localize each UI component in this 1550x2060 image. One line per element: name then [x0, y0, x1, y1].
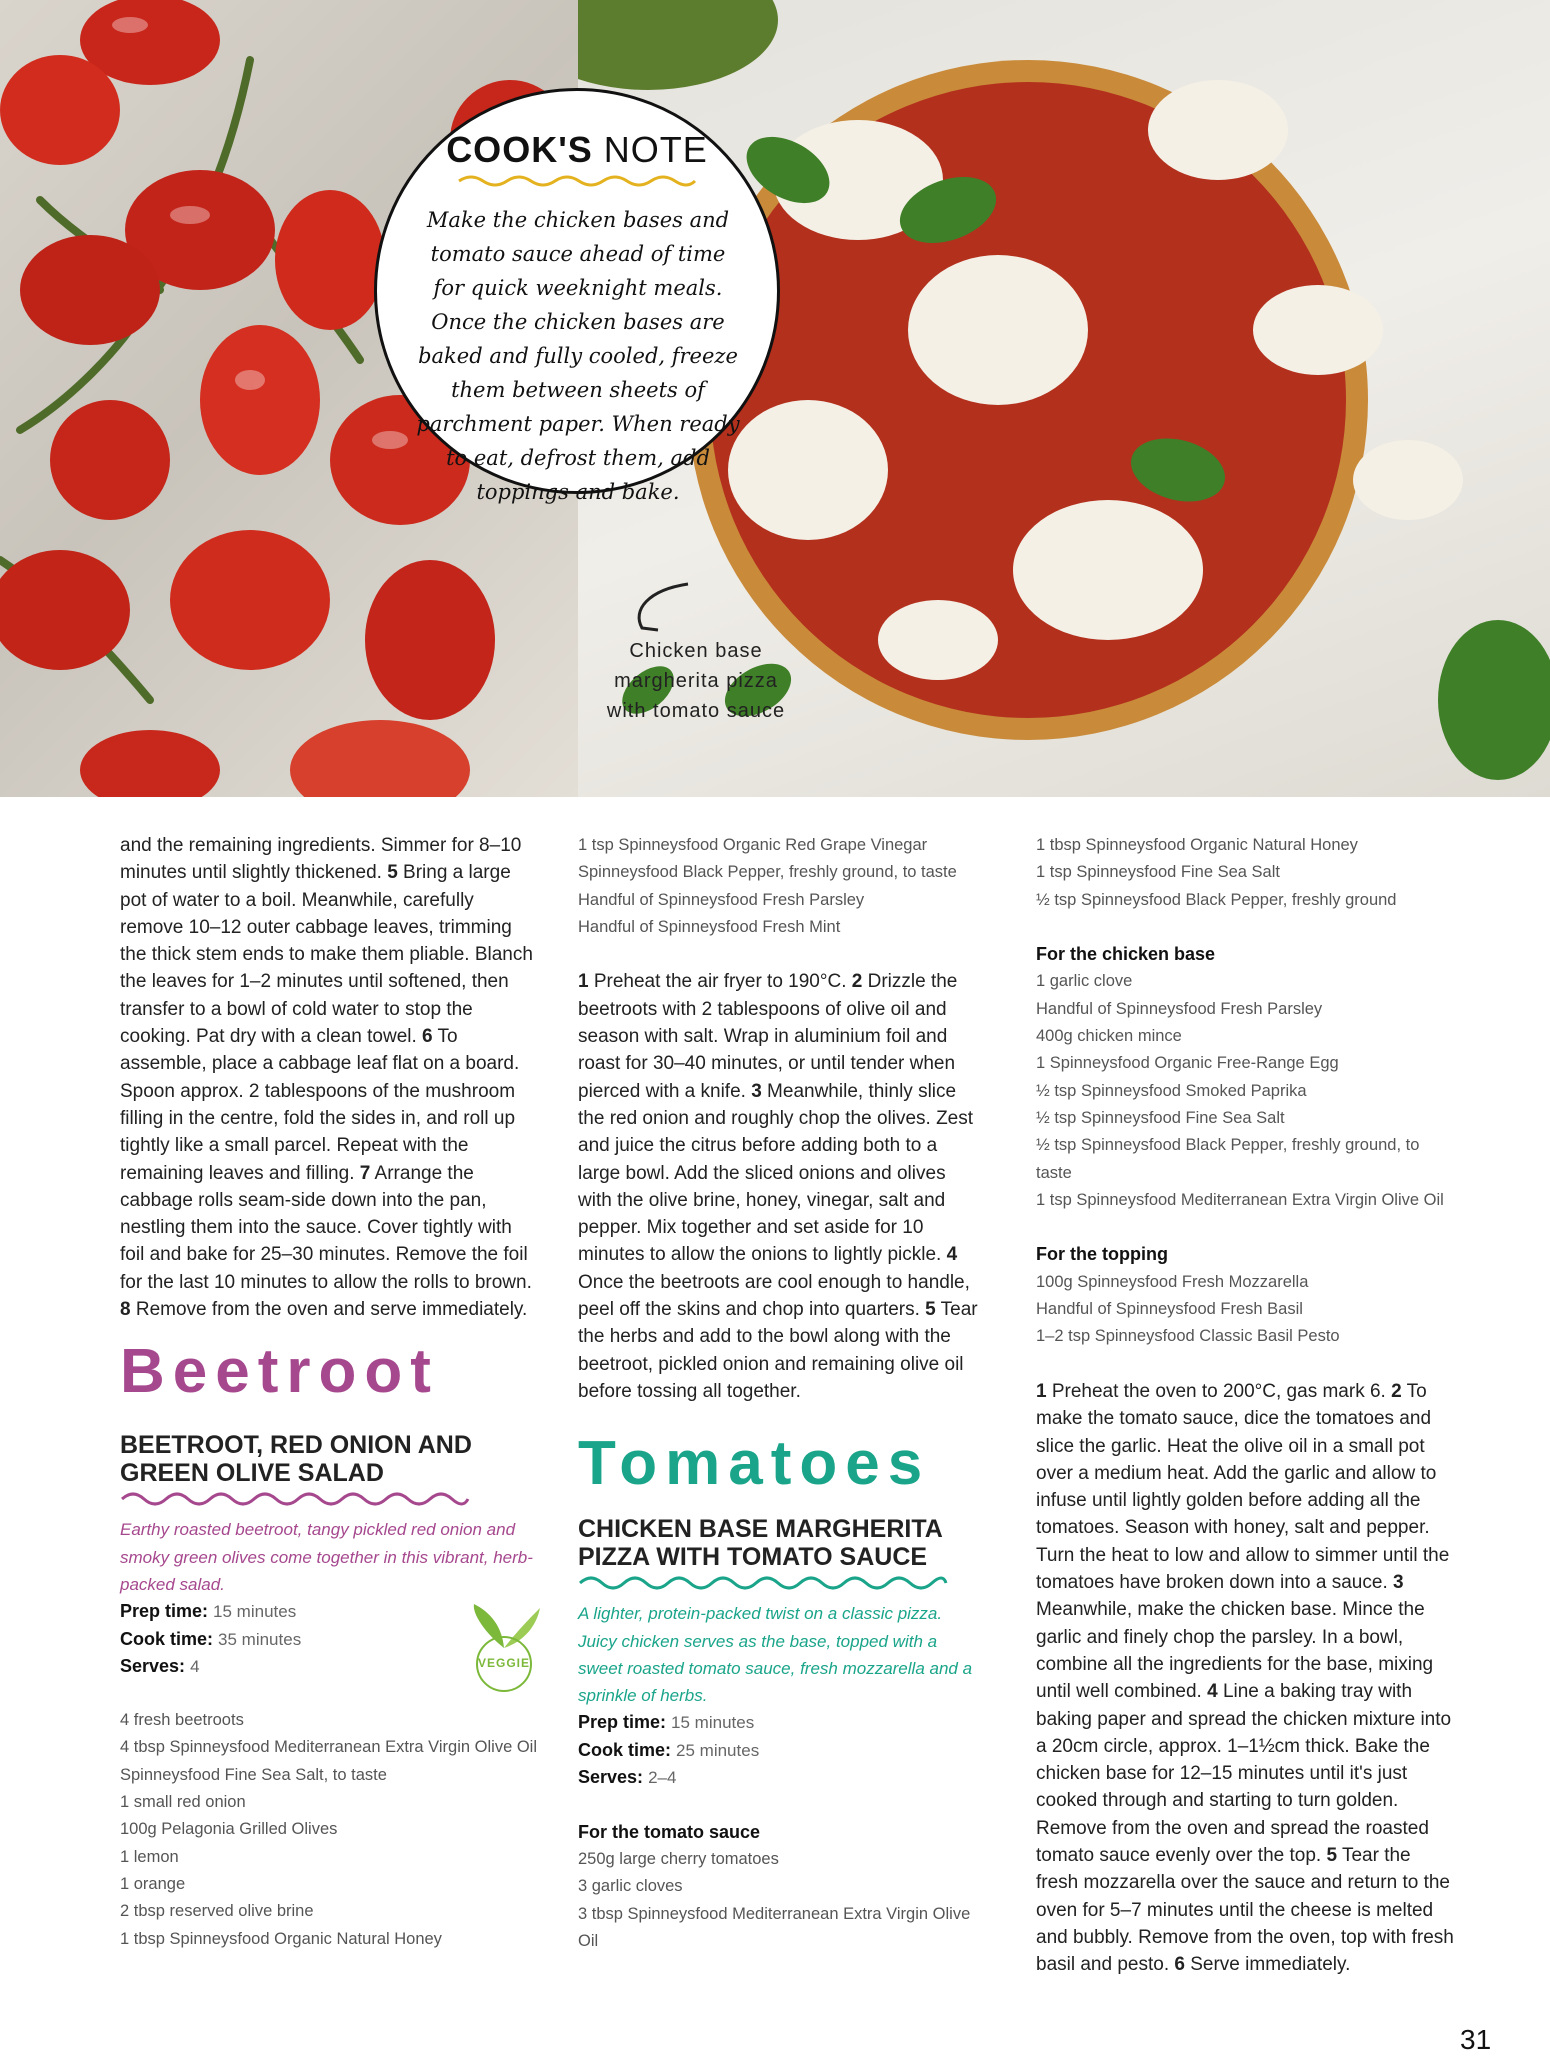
serves	[578, 1764, 978, 1791]
serves-label: Serves:	[578, 1767, 644, 1788]
caption-line: Chicken base	[629, 640, 763, 662]
column-1	[120, 832, 540, 1953]
ingredient-item: Handful of Spinneysfood Fresh Parsley	[1036, 999, 1323, 1018]
serves-label: Serves:	[120, 1655, 186, 1676]
hero-photo	[0, 0, 1550, 797]
squiggle-divider-icon	[120, 1487, 470, 1511]
ingredient-item: 1 tbsp Spinneysfood Organic Natural Honey	[120, 1929, 442, 1948]
ingredient-item: 100g Pelagonia Grilled Olives	[120, 1820, 338, 1839]
prep-time	[578, 1709, 978, 1736]
recipe-intro: Earthy roasted beetroot, tangy pickled red onion and smoky green olives come together in this vibrant, herb-packed salad.	[120, 1520, 533, 1594]
recipe-title-line: CHICKEN BASE MARGHERITA	[578, 1515, 943, 1544]
topping-ingredients	[1036, 1269, 1456, 1351]
ingredients-list-continued	[578, 832, 978, 941]
serves-value: 2–4	[648, 1768, 677, 1788]
step-number: 1	[578, 971, 589, 993]
ingredient-item: Handful of Spinneysfood Fresh Basil	[1036, 1300, 1303, 1319]
serves-value: 4	[190, 1656, 200, 1676]
continued-method	[120, 832, 540, 1323]
curved-arrow-icon	[628, 580, 698, 640]
ingredient-item: 1 tsp Spinneysfood Organic Red Grape Vinegar	[578, 836, 928, 854]
step-number: 7	[359, 1162, 371, 1184]
cook-value: 35 minutes	[218, 1629, 302, 1649]
base-heading: For the chicken base	[1036, 944, 1216, 965]
ingredient-item: 1 tsp Spinneysfood Mediterranean Extra Virgin Olive Oil	[1036, 1190, 1444, 1209]
ingredient-item: 100g Spinneysfood Fresh Mozzarella	[1036, 1272, 1309, 1291]
prep-value: 15 minutes	[671, 1713, 755, 1733]
ingredient-item: 1 Spinneysfood Organic Free-Range Egg	[1036, 1054, 1339, 1073]
cooks-note-title-rest: NOTE	[603, 129, 708, 170]
ingredient-item: Handful of Spinneysfood Fresh Parsley	[578, 890, 865, 909]
ingredient-item: 1 garlic clove	[1036, 972, 1133, 991]
section-title-beetroot: Beetroot	[120, 1337, 439, 1407]
step-text: Meanwhile, thinly slice the red onion and roughly chop the olives. Zest and juice the citrus before adding both to a large bowl. Add the sliced onions and olives with the olive brine, honey, vinegar, salt and pepper. Mix together and set aside for 10 minutes to allow the onions to lightly pickle.	[578, 1080, 974, 1266]
sauce-ingredients-continued	[1036, 832, 1456, 914]
cooks-note-title-bold: COOK'S	[446, 129, 593, 170]
sauce-ingredients	[578, 1846, 978, 1955]
ingredient-item: 1 small red onion	[120, 1793, 246, 1812]
ingredient-item: 400g chicken mince	[1036, 1027, 1182, 1046]
ingredient-item: 1–2 tsp Spinneysfood Classic Basil Pesto	[1036, 1327, 1340, 1346]
step-number: 4	[946, 1244, 958, 1266]
ingredient-item: Handful of Spinneysfood Fresh Mint	[578, 917, 841, 936]
squiggle-divider-icon	[457, 173, 697, 189]
page-number: 31	[1460, 2024, 1492, 2055]
ingredient-item: 1 tbsp Spinneysfood Organic Natural Honey	[1036, 836, 1358, 854]
step-number: 3	[751, 1080, 762, 1102]
caption-line: with tomato sauce	[606, 700, 786, 722]
cooks-note-title	[377, 129, 777, 171]
step-number: 6	[1174, 1954, 1185, 1976]
ingredient-item: 250g large cherry tomatoes	[578, 1849, 779, 1868]
step-number: 5	[925, 1299, 936, 1321]
cook-label: Cook time:	[578, 1739, 672, 1760]
column-3	[1036, 832, 1456, 1978]
step-number: 2	[1391, 1380, 1402, 1402]
ingredient-item: 3 tbsp Spinneysfood Mediterranean Extra Virgin Olive Oil	[578, 1904, 971, 1950]
ingredient-item: Spinneysfood Black Pepper, freshly ground, to taste	[578, 863, 957, 882]
ingredient-item: 1 lemon	[120, 1847, 179, 1866]
step-number: 6	[422, 1026, 433, 1048]
ingredient-item: 4 tbsp Spinneysfood Mediterranean Extra Virgin Olive Oil	[120, 1738, 537, 1757]
cook-label: Cook time:	[120, 1628, 214, 1649]
column-2	[578, 832, 978, 1955]
recipe-intro: A lighter, protein-packed twist on a classic pizza. Juicy chicken serves as the base, topped with a sweet roasted tomato sauce, fresh mozzarella and a sprinkle of herbs.	[578, 1604, 973, 1706]
sauce-heading: For the tomato sauce	[578, 1821, 761, 1842]
base-ingredients	[1036, 968, 1456, 1214]
cooks-note	[374, 88, 780, 504]
squiggle-divider-icon	[578, 1571, 948, 1595]
recipe-title-line: BEETROOT, RED ONION AND	[120, 1431, 472, 1460]
step-number: 8	[120, 1299, 131, 1321]
prep-label: Prep time:	[578, 1712, 667, 1733]
ingredient-item: 2 tbsp reserved olive brine	[120, 1902, 314, 1921]
ingredient-item: ½ tsp Spinneysfood Black Pepper, freshly ground	[1036, 890, 1397, 909]
step-text: Drizzle the beetroots with 2 tablespoons of olive oil and season with salt. Wrap in aluminium foil and roast for 30–40 minutes, or until tender when pierced with a knife.	[578, 971, 958, 1102]
ingredients-list	[120, 1707, 540, 1953]
method	[1036, 1378, 1456, 1979]
prep-value: 15 minutes	[213, 1602, 297, 1622]
ingredient-item: 3 garlic cloves	[578, 1877, 683, 1896]
recipe-title	[578, 1515, 978, 1571]
step-number: 3	[1393, 1572, 1404, 1594]
step-text: Remove from the oven and serve immediately.	[130, 1299, 528, 1321]
step-text: Tear the herbs and add to the bowl along with the beetroot, pickled onion and remaining olive oil before tossing all together.	[578, 1299, 978, 1402]
method	[578, 968, 978, 1405]
cook-time	[578, 1737, 978, 1764]
step-text: Once the beetroots are cool enough to handle, peel off the skins and chop into quarters.	[578, 1271, 970, 1321]
step-number: 1	[1036, 1380, 1047, 1402]
step-number: 2	[851, 971, 863, 993]
recipe-title-line: PIZZA WITH TOMATO SAUCE	[578, 1543, 928, 1572]
step-text: Bring a large pot of water to a boil. Meanwhile, carefully remove 10–12 outer cabbage leaves, trimming the thick stem ends to make them pliable. Blanch the leaves for 1–2 minutes until softened, then transfer to a bowl of cold water to stop the cooking. Pat dry with a clean towel.	[120, 862, 533, 1048]
veggie-label: VEGGIE	[477, 1656, 530, 1670]
recipe-title-line: GREEN OLIVE SALAD	[120, 1459, 384, 1488]
ingredient-item: Spinneysfood Fine Sea Salt, to taste	[120, 1765, 387, 1784]
caption-line: margherita pizza	[614, 670, 778, 692]
ingredient-item: ½ tsp Spinneysfood Black Pepper, freshly ground, to taste	[1036, 1136, 1420, 1182]
prep-label: Prep time:	[120, 1601, 209, 1622]
ingredient-item: ½ tsp Spinneysfood Smoked Paprika	[1036, 1081, 1307, 1100]
step-text: and the remaining ingredients. Simmer for 8–10 minutes until slightly thickened.	[120, 835, 522, 884]
ingredient-item: 1 tsp Spinneysfood Fine Sea Salt	[1036, 863, 1280, 882]
veggie-badge	[466, 1604, 542, 1692]
recipe-title	[120, 1431, 540, 1487]
step-text: Serve immediately.	[1184, 1954, 1351, 1976]
leaf-icon	[466, 1604, 542, 1692]
section-title-tomatoes: Tomatoes	[578, 1429, 931, 1499]
ingredient-item: 1 orange	[120, 1874, 186, 1893]
step-text: Tear the fresh mozzarella over the sauce and return to the oven for 5–7 minutes until the cheese is melted and bubbly. Remove from the oven, top with fresh basil and pesto.	[1036, 1844, 1454, 1976]
step-text: Line a baking tray with baking paper and spread the chicken mixture into a 20cm circle, approx. 1–1½cm thick. Bake the chicken base for 12–15 minutes until it's just cooked through and starting to turn golden. Remove from the oven and spread the roasted tomato sauce evenly over the top.	[1036, 1681, 1452, 1866]
step-text: Meanwhile, make the chicken base. Mince the garlic and finely chop the parsley. In a bowl, combine all the ingredients for the base, mixing until well combined.	[1036, 1599, 1434, 1703]
step-text: Preheat the air fryer to 190°C.	[588, 971, 852, 993]
topping-heading: For the topping	[1036, 1244, 1168, 1265]
step-number: 5	[1326, 1844, 1338, 1866]
cook-value: 25 minutes	[676, 1740, 760, 1760]
step-number: 5	[387, 862, 398, 884]
cooks-note-text: Make the chicken bases and tomato sauce ahead of time for quick weeknight meals. Once the chicken bases are baked and fully cooled, freeze them between sheets of parchment paper. When ready to eat, defrost them, add toppings and bake.	[416, 208, 740, 504]
step-text: To assemble, place a cabbage leaf flat on a board. Spoon approx. 2 tablespoons of the mushroom filling in the centre, fold the sides in, and roll up tightly like a small parcel. Repeat with the remaining leaves and filling.	[120, 1026, 520, 1184]
step-number: 4	[1207, 1681, 1218, 1703]
photo-caption	[596, 636, 796, 726]
ingredient-item: 4 fresh beetroots	[120, 1711, 244, 1730]
step-text: To make the tomato sauce, dice the tomatoes and slice the garlic. Heat the olive oil in a small pot over a medium heat. Add the garlic and allow to infuse until lightly golden before adding all the tomatoes. Season with honey, salt and pepper. Turn the heat to low and allow to simmer until the tomatoes have broken down into a sauce.	[1036, 1380, 1450, 1594]
step-text: Arrange the cabbage rolls seam-side down into the pan, nestling them into the sauce. Cover tightly with foil and bake for 25–30 minutes. Remove the foil for the last 10 minutes to allow the rolls to brown.	[120, 1162, 532, 1293]
ingredient-item: ½ tsp Spinneysfood Fine Sea Salt	[1036, 1108, 1285, 1127]
step-text: Preheat the oven to 200°C, gas mark 6.	[1046, 1380, 1392, 1402]
